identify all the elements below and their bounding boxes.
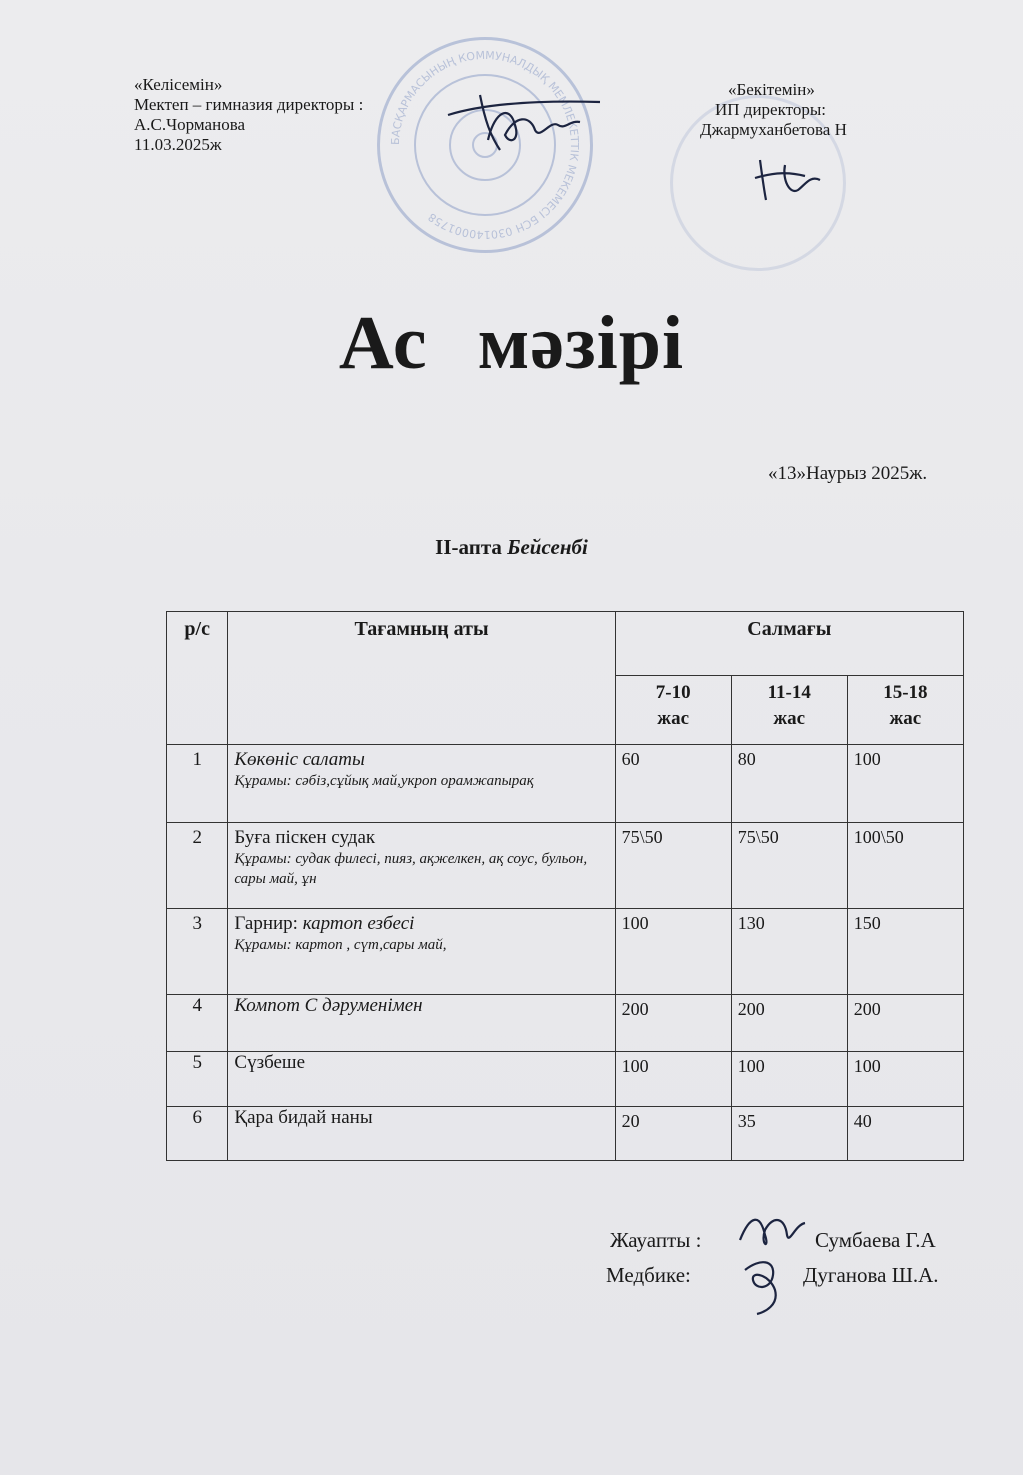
- right-name: Джармуханбетова Н: [700, 120, 847, 139]
- weight-7-10: 200: [615, 995, 731, 1052]
- svg-text:БАСҚАРМАСЫНЫҢ КОММУНАЛДЫҚ МЕМЛ: БАСҚАРМАСЫНЫҢ КОММУНАЛДЫҚ МЕМЛЕКЕТТІК МЕКЕМЕСІ БСН 030140001758: [388, 48, 582, 242]
- weight-15-18: 40: [847, 1107, 963, 1161]
- weight-15-18: 200: [847, 995, 963, 1052]
- row-num: 2: [167, 823, 228, 909]
- dish-name: Сүзбеше: [228, 1052, 615, 1107]
- row-num: 3: [167, 909, 228, 995]
- dish-prefix: Гарнир:: [234, 913, 303, 934]
- ip-director-signature: [750, 150, 830, 205]
- age-group-1-unit: жас: [657, 708, 690, 729]
- dish-name: Буға піскен судак: [234, 827, 376, 848]
- age-group-2-range: 11-14: [767, 682, 811, 703]
- nurse-signature: [735, 1250, 800, 1320]
- dish-composition: Құрамы: судак филесі, пияз, ақжелкен, ақ соус, бульон, сары май, ұн: [234, 851, 588, 887]
- dish-name: картоп езбесі: [302, 913, 415, 934]
- weight-7-10: 100: [615, 1052, 731, 1107]
- left-name: А.С.Чорманова: [134, 115, 246, 134]
- age-group-1: [615, 676, 731, 745]
- table-row: [167, 995, 964, 1052]
- row-num: 1: [167, 745, 228, 823]
- weight-11-14: 80: [731, 745, 847, 823]
- menu-table: [166, 611, 964, 1161]
- weight-7-10: 100: [615, 909, 731, 995]
- responsible-label: Жауапты :: [610, 1228, 702, 1252]
- right-position: ИП директоры:: [715, 100, 826, 119]
- left-date: 11.03.2025ж: [134, 135, 222, 154]
- table-row: [167, 1107, 964, 1161]
- dish-name-line: [234, 913, 614, 935]
- right-title: «Бекітемін»: [728, 80, 815, 99]
- week-day-heading: [0, 535, 1023, 560]
- col-weight-header: Салмағы: [615, 612, 963, 676]
- col-num-header: р/с: [167, 612, 228, 745]
- approval-right-block: [700, 80, 847, 140]
- dish-composition: Құрамы: сәбіз,сұйық май,укроп орамжапырақ: [234, 773, 534, 789]
- weight-7-10: 60: [615, 745, 731, 823]
- page-title: Ас мәзірі: [338, 301, 685, 385]
- nurse-label: Медбике:: [606, 1263, 691, 1287]
- responsible-line: [610, 1228, 701, 1253]
- dish-name: Компот С дәруменімен: [228, 995, 615, 1052]
- dish-cell: [228, 745, 615, 823]
- dish-name: Қара бидай наны: [228, 1107, 615, 1161]
- dish-name: Көкөніс салаты: [234, 749, 365, 770]
- approval-left-block: [134, 75, 363, 155]
- dish-cell: [228, 909, 615, 995]
- table-row: [167, 823, 964, 909]
- row-num: 4: [167, 995, 228, 1052]
- age-group-3-range: 15-18: [883, 682, 928, 703]
- age-group-1-range: 7-10: [655, 682, 691, 703]
- weight-15-18: 100: [847, 745, 963, 823]
- weight-11-14: 75\50: [731, 823, 847, 909]
- age-group-3: [847, 676, 963, 745]
- responsible-name: Сумбаева Г.А: [815, 1228, 936, 1252]
- weight-11-14: 200: [731, 995, 847, 1052]
- age-group-2-unit: жас: [773, 708, 806, 729]
- col-name-header: Тағамның аты: [228, 612, 615, 745]
- nurse-name: Дуганова Ш.А.: [803, 1263, 939, 1287]
- dish-composition: Құрамы: картоп , сүт,сары май,: [234, 937, 447, 953]
- table-header-row: [167, 612, 964, 676]
- row-num: 6: [167, 1107, 228, 1161]
- weight-11-14: 35: [731, 1107, 847, 1161]
- weight-15-18: 100\50: [847, 823, 963, 909]
- weight-7-10: 20: [615, 1107, 731, 1161]
- table-row: [167, 909, 964, 995]
- left-title: «Келісемін»: [134, 75, 223, 94]
- director-signature: [440, 80, 610, 155]
- age-group-3-unit: жас: [889, 708, 922, 729]
- row-num: 5: [167, 1052, 228, 1107]
- weight-7-10: 75\50: [615, 823, 731, 909]
- dish-cell: [228, 823, 615, 909]
- week-label: ІІ-апта: [435, 535, 502, 559]
- table-row: [167, 1052, 964, 1107]
- responsible-signature: [735, 1205, 810, 1255]
- menu-date: «13»Наурыз 2025ж.: [768, 463, 928, 484]
- age-group-2: [731, 676, 847, 745]
- weight-11-14: 100: [731, 1052, 847, 1107]
- weight-15-18: 100: [847, 1052, 963, 1107]
- weight-15-18: 150: [847, 909, 963, 995]
- weight-11-14: 130: [731, 909, 847, 995]
- week-day: Бейсенбі: [507, 535, 588, 559]
- left-position: Мектеп – гимназия директоры :: [134, 95, 364, 114]
- table-row: [167, 745, 964, 823]
